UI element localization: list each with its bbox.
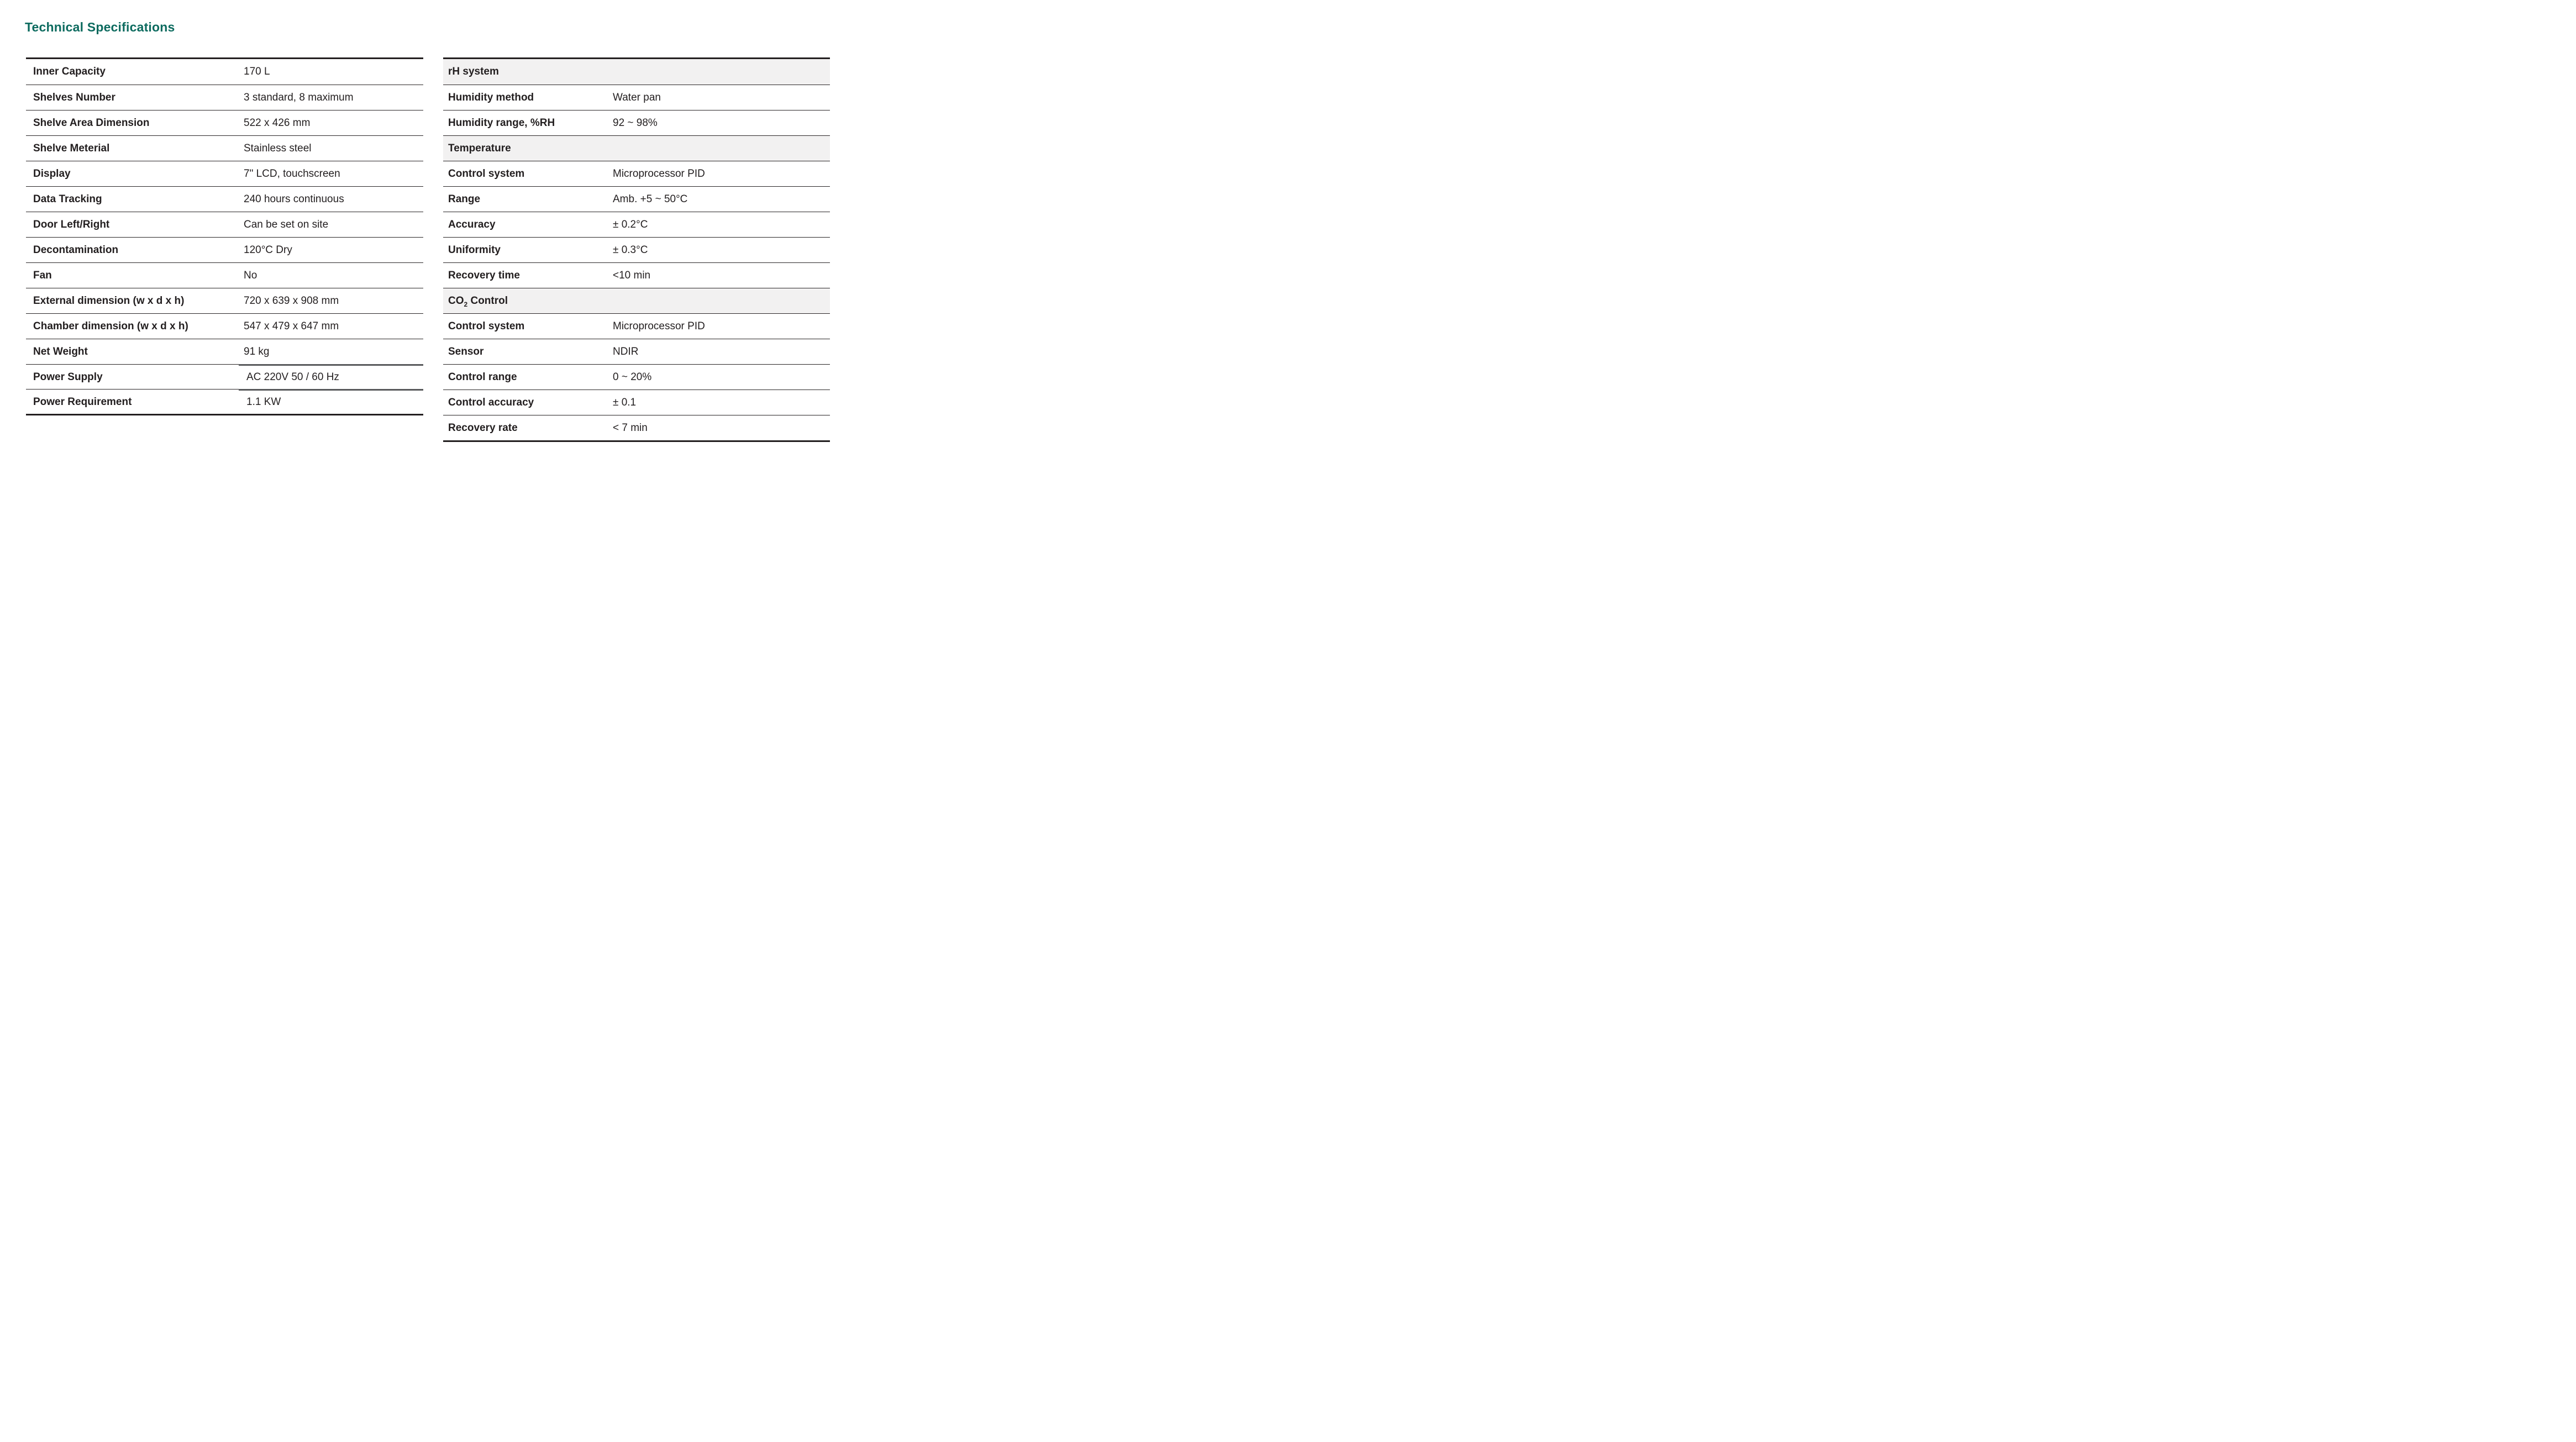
table-row bbox=[26, 313, 423, 339]
table-row bbox=[26, 110, 423, 135]
table-row bbox=[26, 161, 423, 186]
spec-label: Display bbox=[33, 167, 71, 180]
spec-value: 240 hours continuous bbox=[244, 193, 344, 205]
spec-label: Accuracy bbox=[448, 218, 496, 230]
spec-label: Data Tracking bbox=[33, 193, 102, 205]
spec-label: Fan bbox=[33, 269, 52, 281]
co2-subscript: 2 bbox=[464, 300, 468, 308]
section-header-rh-system bbox=[443, 59, 830, 85]
spec-value: 522 x 426 mm bbox=[244, 117, 311, 129]
spec-label: Shelves Number bbox=[33, 91, 115, 103]
spec-value: 170 L bbox=[244, 66, 270, 77]
spec-label: Recovery rate bbox=[448, 422, 518, 434]
spec-value: 91 kg bbox=[244, 345, 270, 357]
spec-label: Control accuracy bbox=[448, 396, 534, 408]
page-title: Technical Specifications bbox=[25, 20, 175, 34]
spec-label: Inner Capacity bbox=[33, 66, 106, 77]
page bbox=[0, 0, 859, 481]
table-row bbox=[26, 237, 423, 262]
spec-label: Power Requirement bbox=[33, 396, 132, 408]
table-row bbox=[26, 288, 423, 313]
spec-label: Decontamination bbox=[33, 244, 119, 256]
spec-label: Shelve Meterial bbox=[33, 142, 110, 154]
spec-value: AC 220V 50 / 60 Hz bbox=[246, 371, 339, 383]
spec-label: Sensor bbox=[448, 345, 484, 357]
spec-label: Recovery time bbox=[448, 269, 520, 281]
separator-thin-segment bbox=[26, 389, 239, 391]
spec-label: Uniformity bbox=[448, 244, 501, 256]
table-row bbox=[443, 237, 830, 262]
table-row bbox=[443, 161, 830, 186]
co2-rest: Control bbox=[467, 294, 508, 307]
spec-value: Can be set on site bbox=[244, 218, 329, 230]
table-row bbox=[26, 391, 423, 414]
section-header-label: Temperature bbox=[448, 142, 511, 154]
separator-thin-segment bbox=[26, 364, 239, 366]
spec-label: Net Weight bbox=[33, 345, 88, 357]
table-row bbox=[26, 135, 423, 161]
spec-value: Water pan bbox=[613, 91, 661, 103]
spec-label: Humidity method bbox=[448, 91, 534, 103]
table-row bbox=[443, 364, 830, 390]
separator-thick-segment bbox=[239, 389, 423, 391]
spec-value: 7" LCD, touchscreen bbox=[244, 167, 340, 180]
table-row bbox=[26, 59, 423, 85]
spec-value: 1.1 KW bbox=[246, 396, 281, 408]
spec-value: 3 standard, 8 maximum bbox=[244, 91, 354, 103]
right-spec-table bbox=[443, 57, 830, 442]
spec-value: NDIR bbox=[613, 345, 639, 357]
table-row bbox=[443, 415, 830, 440]
table-row bbox=[443, 262, 830, 288]
spec-label: Control range bbox=[448, 371, 517, 383]
spec-value: 720 x 639 x 908 mm bbox=[244, 294, 339, 307]
table-row bbox=[26, 339, 423, 364]
spec-value: Microprocessor PID bbox=[613, 320, 705, 332]
table-row bbox=[443, 313, 830, 339]
table-row bbox=[26, 366, 423, 389]
table-row bbox=[26, 85, 423, 110]
section-header-co2-control bbox=[443, 288, 830, 313]
spec-value: Microprocessor PID bbox=[613, 167, 705, 180]
spec-value: 0 ~ 20% bbox=[613, 371, 652, 383]
table-row bbox=[443, 339, 830, 364]
spec-label: Range bbox=[448, 193, 481, 205]
spec-value: ± 0.2°C bbox=[613, 218, 648, 230]
co2-base: CO bbox=[448, 294, 464, 307]
spec-label: Control system bbox=[448, 320, 525, 332]
table-row bbox=[443, 85, 830, 110]
spec-value: ± 0.1 bbox=[613, 396, 637, 408]
spec-label: External dimension (w x d x h) bbox=[33, 294, 185, 307]
spec-label: Shelve Area Dimension bbox=[33, 117, 150, 129]
spec-value: ± 0.3°C bbox=[613, 244, 648, 256]
spec-label: Chamber dimension (w x d x h) bbox=[33, 320, 188, 332]
row-separator bbox=[26, 389, 423, 391]
separator-thick-segment bbox=[239, 364, 423, 366]
spec-value: < 7 min bbox=[613, 422, 648, 434]
spec-label: Door Left/Right bbox=[33, 218, 110, 230]
spec-value: 92 ~ 98% bbox=[613, 117, 658, 129]
table-row bbox=[443, 390, 830, 415]
section-header-temperature bbox=[443, 135, 830, 161]
spec-value: <10 min bbox=[613, 269, 651, 281]
section-header-label bbox=[443, 295, 613, 307]
spec-value: 120°C Dry bbox=[244, 244, 292, 256]
table-row bbox=[26, 212, 423, 237]
spec-value: Amb. +5 ~ 50°C bbox=[613, 193, 688, 205]
table-row bbox=[26, 262, 423, 288]
table-row bbox=[443, 212, 830, 237]
spec-value: Stainless steel bbox=[244, 142, 312, 154]
spec-value: 547 x 479 x 647 mm bbox=[244, 320, 339, 332]
row-separator bbox=[26, 364, 423, 366]
left-spec-table bbox=[26, 57, 423, 415]
table-row bbox=[443, 186, 830, 212]
table-row bbox=[443, 110, 830, 135]
spec-label: Humidity range, %RH bbox=[448, 117, 555, 129]
spec-label: Control system bbox=[448, 167, 525, 180]
spec-label: Power Supply bbox=[33, 371, 103, 383]
table-row bbox=[26, 186, 423, 212]
spec-value: No bbox=[244, 269, 257, 281]
section-header-label: rH system bbox=[448, 66, 499, 77]
